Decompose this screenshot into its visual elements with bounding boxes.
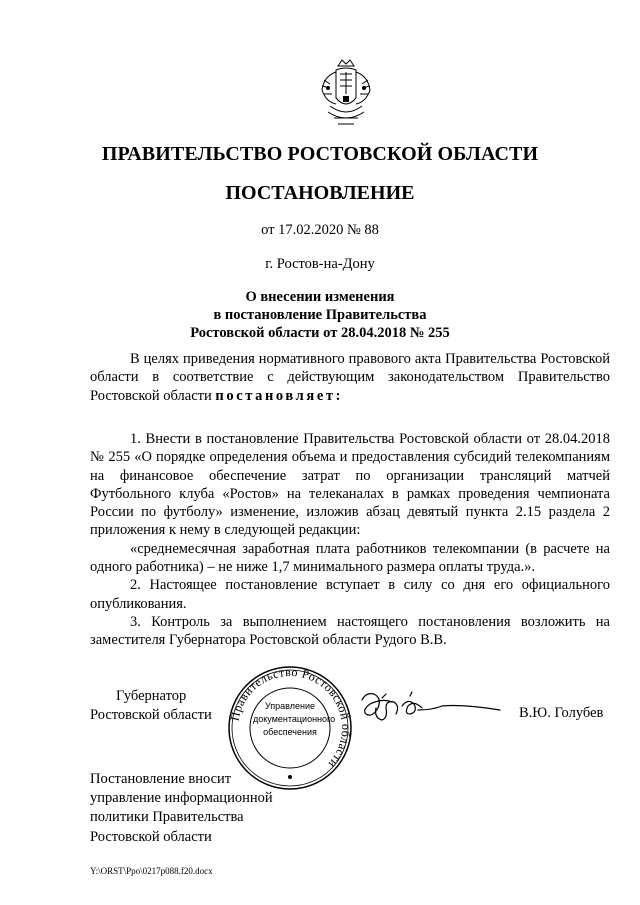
signatory-role-line: Губернатор: [116, 688, 187, 704]
decree-word: постановляет:: [215, 387, 344, 404]
signatory-role: [90, 687, 212, 725]
document-subject: [0, 288, 640, 342]
document-type: ПОСТАНОВЛЕНИЕ: [225, 182, 415, 204]
preamble: [90, 350, 610, 405]
stamp-outer-text: Правительство Ростовской области: [227, 665, 353, 772]
point-paragraph: «среднемесячная заработная плата работников телекомпании (в расчете на одного работника) – не ниже 1,7 минимального размера оплаты труда.».: [90, 540, 610, 576]
organization-title: ПРАВИТЕЛЬСТВО РОСТОВСКОЙ ОБЛАСТИ: [101, 143, 539, 165]
point-paragraph: 1. Внести в постановление Правительства Ростовской области от 28.04.2018 № 255 «О порядке определения объема и предоставления субсидий телекомпаниям на финансовое обеспечение затрат по организации трансляций матчей Футбольного клуба «Ростов» на телеканалах в рамках проведения чемпионата России по футболу» изменение, изложив абзац девятый пункта 2.15 раздела 2 приложения к нему в следующей редакции:: [90, 431, 610, 539]
subject-line: О внесении изменения: [245, 289, 395, 305]
stamp-inner-line: обеспечения: [263, 727, 317, 737]
submitted-by-line: политики Правительства: [90, 809, 244, 826]
submitted-by-line: управление информационной: [90, 790, 273, 807]
document-city: г. Ростов-на-Дону: [265, 256, 375, 272]
point-paragraph: 2. Настоящее постановление вступает в силу со дня его официального опубликования.: [90, 577, 610, 612]
point-paragraph: 3. Контроль за выполнением настоящего постановления возложить на заместителя Губернатора Ростовской области Рудого В.В.: [90, 613, 610, 649]
subject-line: в постановление Правительства: [213, 307, 427, 323]
submitted-by: [90, 770, 273, 847]
submitted-by-line: Ростовской области: [90, 828, 212, 845]
handwritten-signature: [352, 688, 502, 730]
signatory-name: В.Ю. Голубев: [519, 705, 604, 721]
coat-of-arms-icon: [316, 58, 376, 130]
stamp-inner-line: Управление: [264, 701, 316, 711]
file-path: Y:\ORST\Ppo\0217p088.f20.docx: [90, 866, 213, 876]
preamble-text: В целях приведения нормативного правового акта Правительства Ростовской области в соответствие с действующим законодательством Правительство Ростовской области: [90, 351, 610, 404]
stamp-inner-text: [253, 700, 336, 739]
decree-points: [90, 430, 610, 650]
subject-line: Ростовской области от 28.04.2018 № 255: [190, 325, 450, 341]
submitted-by-line: Постановление вносит: [90, 771, 232, 787]
document-date-number: от 17.02.2020 № 88: [261, 222, 379, 238]
signatory-role-line: Ростовской области: [90, 707, 212, 723]
stamp-inner-line: документационного: [253, 714, 336, 724]
